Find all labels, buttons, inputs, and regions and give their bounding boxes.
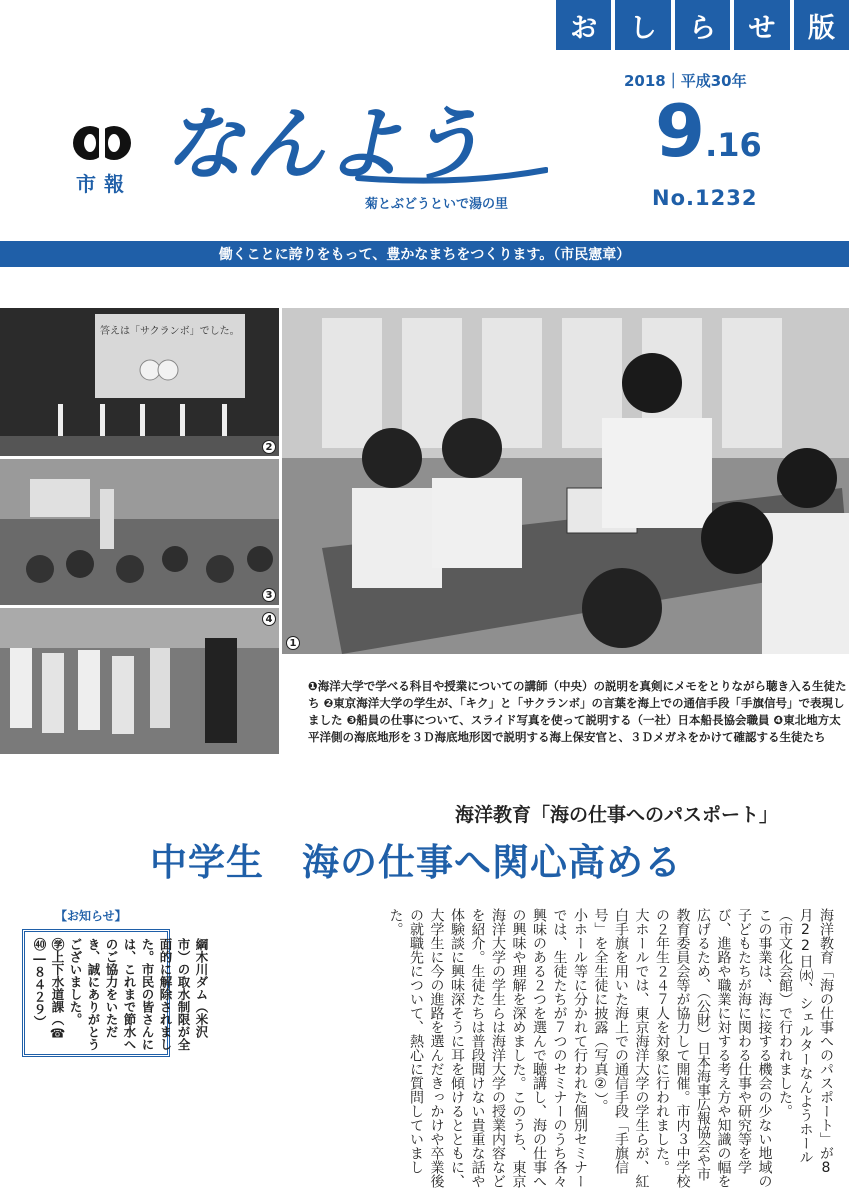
city-emblem-icon — [70, 122, 134, 164]
citizen-charter-text: 働くことに誇りをもって、豊かなまちをつくります。（市民憲章） — [218, 247, 631, 263]
notice-box — [22, 929, 209, 1057]
citizen-charter-band — [0, 241, 849, 267]
photo-lecture-main — [282, 308, 849, 654]
photo-number: 1 — [286, 636, 300, 650]
notice-label: 【お知らせ】 — [55, 909, 127, 923]
slide-text: 答えは「サクランボ」でした。 — [100, 326, 240, 337]
article-kicker: 海洋教育「海の仕事へのパスポート」 — [455, 804, 779, 826]
photo-number: 2 — [262, 440, 276, 454]
issue-number: No.1232 — [652, 186, 758, 210]
issue-month: 9 — [655, 89, 706, 173]
edition-char: せ — [734, 0, 789, 50]
article-paragraph: 小ホール等に分かれて行われた個別セミナーでは、生徒たちが７つのセミナーのうち各々興味のある２つを選んで聴講し、海の仕事への興味や理解を深めました。このうち、東京海洋大学の学生らは海洋大学の授業内容などを紹介。生徒たちは普段聞けない貴重な話や体験談に興味深そうに耳を傾けるとともに、大学生に今の進路を選んだきっかけや卒業後の就職先について、熱心に質問していました。 — [387, 908, 588, 1188]
tagline: 菊とぶどうといで湯の里 — [365, 197, 509, 212]
caption-item-2: ❷東京海洋大学の学生が、「キク」と「サクランボ」の言葉を海上での通信手段「手旗信号」で表現しました — [308, 696, 845, 727]
article-paragraph: この事業は、海に接する機会の少ない地域の子どもたちが海に関わる仕事や研究等を学び、進路や職業に対する考え方や知識の幅を広げるため、（公財）日本海事広報協会や市教育委員会等が協力して開催。市内３中学校の２年生２４７人を対象に行われました。 — [654, 908, 773, 1188]
notice-body: 綱木川ダム（米沢市）の取水制限が全面的に解除されました。市民の皆さんには、これまで節水へのご協力をいただき、誠にありがとうございました。 — [68, 938, 209, 1051]
issue-year: 2018｜平成30年 — [624, 72, 747, 90]
article-paragraph: 海洋教育「海の仕事へのパスポート」が8月22日㈬、シェルターなんようホール（市文化会館）で行われました。 — [777, 908, 834, 1176]
city-label: 市報 — [76, 172, 132, 196]
masthead-title: なんよう — [164, 98, 484, 188]
edition-char: お — [556, 0, 611, 50]
issue-day: .16 — [705, 126, 762, 164]
article-body — [168, 908, 836, 1188]
edition-char: ら — [675, 0, 730, 50]
article-headline: 中学生 海の仕事へ関心高める — [150, 841, 682, 884]
edition-badge — [556, 0, 849, 50]
photo-number: 4 — [262, 612, 276, 626]
issue-date — [655, 89, 762, 173]
caption-item-3: ❸船員の仕事について、スライド写真を使って説明する（一社）日本船長協会職員 — [346, 713, 770, 727]
photo-flag-signals — [0, 308, 279, 456]
article-paragraph: 大ホールでは、東京海洋大学の学生らが、紅白手旗を用いた海上での通信手段「手旗信号」を全生徒に披露（写真②）。 — [592, 908, 650, 1188]
notice-contact: ㊫上下水道課（☎㊵―８４２９） — [32, 938, 65, 1041]
caption-item-4: ❹東北地方太平洋側の海底地形を３Ｄ海底地形図で説明する海上保安官と、３Ｄメガネをかけて確認する生徒たち — [308, 713, 841, 744]
photo-3d-seafloor — [0, 608, 279, 754]
caption-item-1: ❶海洋大学で学べる科目や授業についての講師（中央）の説明を真剣にメモをとりながら聴き入る生徒たち — [308, 679, 847, 710]
photo-number: 3 — [262, 588, 276, 602]
edition-char: し — [615, 0, 670, 50]
masthead-logo — [158, 98, 548, 188]
photo-ship-slides — [0, 459, 279, 605]
photo-caption — [308, 678, 848, 746]
edition-char: 版 — [794, 0, 849, 50]
